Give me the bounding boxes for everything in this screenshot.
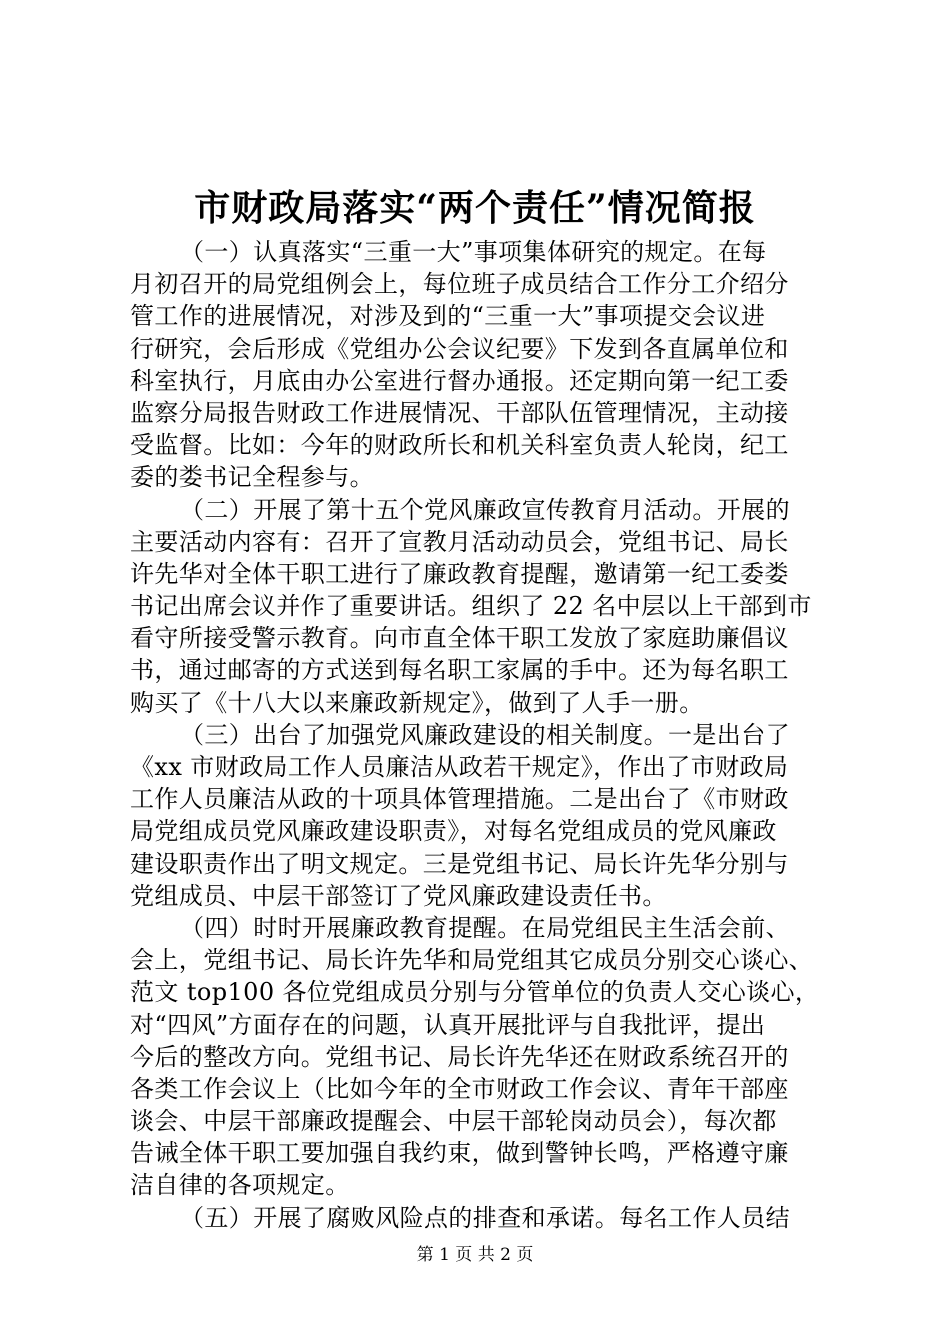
paragraph-3-line-3: 工作人员廉洁从政的十项具体管理措施。二是出台了《市财政: [130, 785, 789, 814]
paragraph-1-line-5: 科室执行，月底由办公室进行督办通报。还定期向第一纪工委: [130, 366, 789, 395]
paragraph-1-line-6: 监察分局报告财政工作进展情况、干部队伍管理情况，主动接: [130, 398, 789, 427]
paragraph-4-line-6: 各类工作会议上（比如今年的全市财政工作会议、青年干部座: [130, 1074, 789, 1103]
paragraph-2-line-4: 书记出席会议并作了重要讲话。组织了 22 名中层以上干部到市: [130, 592, 812, 621]
paragraph-4-line-4: 对“四风”方面存在的问题，认真开展批评与自我批评，提出: [130, 1010, 766, 1039]
paragraph-2-line-1: （二）开展了第十五个党风廉政宣传教育月活动。开展的: [180, 495, 790, 524]
paragraph-4-line-5: 今后的整改方向。党组书记、局长许先华还在财政系统召开的: [130, 1042, 789, 1071]
paragraph-3-line-6: 党组成员、中层干部签订了党风廉政建设责任书。: [130, 881, 667, 910]
paragraph-2-line-6: 书，通过邮寄的方式送到每名职工家属的手中。还为每名职工: [130, 656, 789, 685]
paragraph-4-line-1: （四）时时开展廉政教育提醒。在局党组民主生活会前、: [180, 913, 790, 942]
paragraph-3-line-2: 《xx 市财政局工作人员廉洁从政若干规定》，作出了市财政局: [130, 753, 789, 781]
paragraph-5-line-1: （五）开展了腐败风险点的排查和承诺。每名工作人员结: [180, 1203, 790, 1232]
paragraph-1-line-1: （一）认真落实“三重一大”事项集体研究的规定。在每: [180, 238, 767, 266]
paragraph-3-line-1: （三）出台了加强党风廉政建设的相关制度。一是出台了: [180, 720, 790, 749]
paragraph-2-line-2: 主要活动内容有：召开了宣教月活动动员会，党组书记、局长: [130, 527, 789, 556]
paragraph-4-line-7: 谈会、中层干部廉政提醒会、中层干部轮岗动员会），每次都: [130, 1107, 777, 1136]
paragraph-3-line-4: 局党组成员党风廉政建设职责》，对每名党组成员的党风廉政: [130, 817, 777, 846]
paragraph-1-line-4: 行研究，会后形成《党组办公会议纪要》下发到各直属单位和: [130, 334, 789, 363]
paragraph-1-line-8: 委的娄书记全程参与。: [130, 463, 374, 492]
page-number-footer: 第 1 页 共 2 页: [416, 1245, 534, 1265]
paragraph-2-line-3: 许先华对全体干职工进行了廉政教育提醒，邀请第一纪工委娄: [130, 559, 789, 588]
document-title: 市财政局落实“两个责任”情况简报: [194, 187, 756, 229]
paragraph-4-line-8: 告诫全体干职工要加强自我约束，做到警钟长鸣，严格遵守廉: [130, 1139, 789, 1168]
paragraph-1-line-7: 受监督。比如：今年的财政所长和机关科室负责人轮岗，纪工: [130, 431, 789, 460]
paragraph-4-line-2: 会上，党组书记、局长许先华和局党组其它成员分别交心谈心、: [130, 946, 814, 975]
document-body: [130, 236, 830, 1234]
paragraph-2-line-5: 看守所接受警示教育。向市直全体干职工发放了家庭助廉倡议: [130, 624, 789, 653]
paragraph-3-line-5: 建设职责作出了明文规定。三是党组书记、局长许先华分别与: [130, 849, 789, 878]
paragraph-4-line-9: 洁自律的各项规定。: [130, 1171, 350, 1200]
paragraph-2-line-7: 购买了《十八大以来廉政新规定》，做到了人手一册。: [130, 688, 704, 717]
paragraph-4-line-3: 范文 top100 各位党组成员分别与分管单位的负责人交心谈心，: [130, 978, 820, 1007]
paragraph-1-line-3: 管工作的进展情况，对涉及到的“三重一大”事项提交会议进: [130, 302, 766, 331]
paragraph-1-line-2: 月初召开的局党组例会上，每位班子成员结合工作分工介绍分: [130, 270, 789, 299]
